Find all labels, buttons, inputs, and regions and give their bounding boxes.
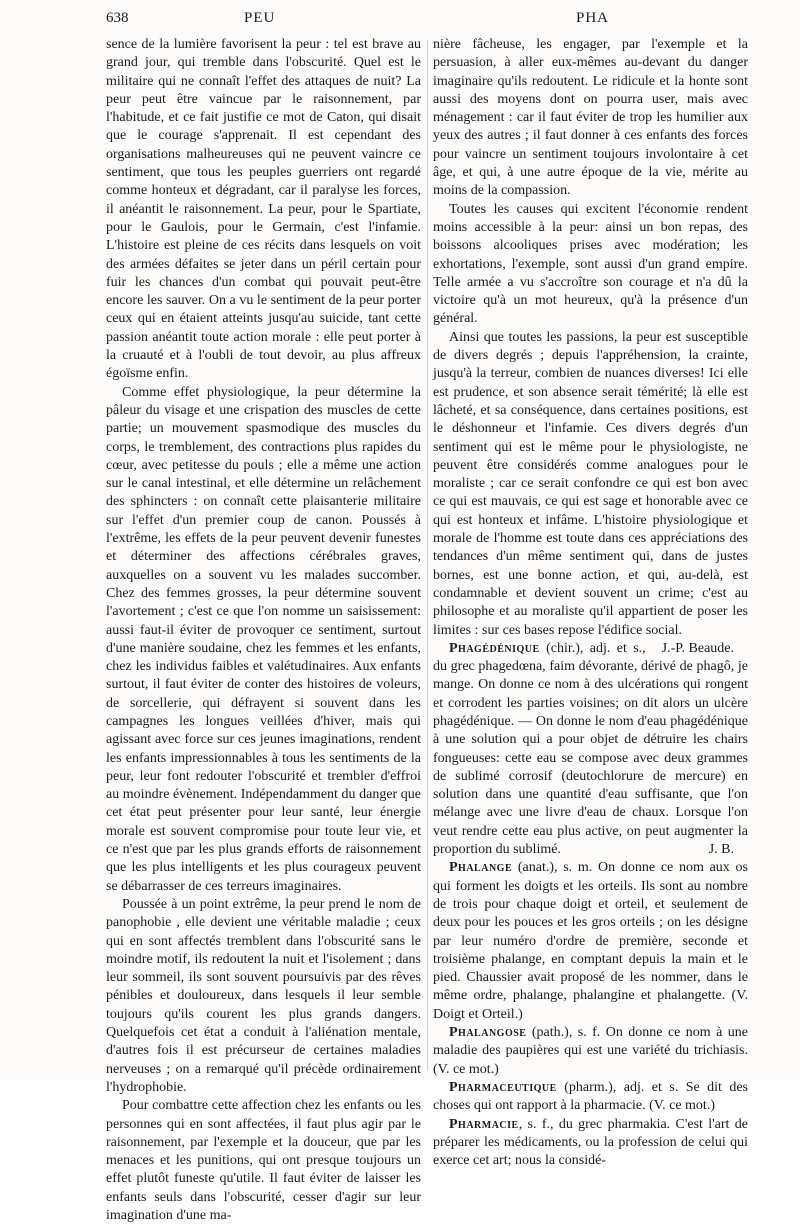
dictionary-entry [433,859,748,1024]
author-signature: J.-P. Beaude. [661,640,734,656]
entry-text: (path.), s. f. On donne ce nom à une maladie des paupières qui est une variété du trichiasis. (V. ce mot.) [433,1025,748,1077]
left-guide-word: PEU [244,10,276,26]
paragraph: nière fâcheuse, les engager, par l'exemple et la persuasion, à aller eux-mêmes au-devant du danger imaginaire qu'ils redoutent. Le ridicule et la honte sont aussi des moyens dont on pourra user, mais avec ménagement : car il faut éviter de trop les humilier aux yeux des autres ; il faut donner à ces enfants des forces pour vaincre un sentiment toujours involontaire à cet âge, et qui, à une autre époque de la vie, mérite au moins de la compassion. [433,37,748,199]
paragraph-text: Ainsi que toutes les passions, la peur est susceptible de divers degrés ; depuis l'appréhension, la crainte, jusqu'à la terreur, combien de nuances diverses! Ici elle est prudence, et son absence serait témérité; là elle est lâcheté, et sa conséquence, dans certaines positions, est le déshonneur et l'infamie. Ces divers degrés d'un sentiment qui est le même pour le physiologiste, ne peuvent être considérés comme analogues pour le moraliste ; car ce serait confondre ce qui est bon avec ce qui est mauvais, ce qui est sage et honorable avec ce qui est honteux et infâme. L'histoire physiologique et morale de l'homme est toute dans ces appréciations des tendances d'un même sentiment qui, dans de justes bornes, est une bonne action, et qui, au-delà, est condamnable et devient souvent un crime; c'est au philosophe et au moraliste qu'il appartient de poser les limites : sur ces bases repose l'édifice social. [433,329,748,638]
running-header [106,10,756,32]
paragraph: Pour combattre cette affection chez les enfants ou les personnes qui en sont affectées, il faut plus agir par le raisonnement, par l'exemple et la douceur, que par les menaces et les punitions, qui ont presque toujours un effet plutôt funeste qu'utile. Il faut éviter de laisser les enfants seuls dans l'obscurité, cesser d'agir sur leur imagination d'une ma- [106,1098,421,1223]
entry-signature: J. B. [708,842,734,858]
page-number: 638 [106,10,129,26]
left-column [106,36,421,1225]
entry-headword: Phalange [449,860,513,876]
entry-headword: Pharmacie [449,1116,519,1132]
dictionary-entry [433,1024,748,1079]
entry-headword: Phalangose [449,1025,527,1041]
entry-headword: Phagédénique [449,640,540,656]
dictionary-entry [433,640,748,860]
paragraph: Comme effet physiologique, la peur détermine la pâleur du visage et une crispation des muscles de cette partie; un mouvement spasmodique des muscles du corps, le tremblement, des contractions plus rapides du cœur, avec petitesse du pouls ; elle a même une action sur le canal intestinal, et elle détermine un relâchement des sphincters : on connaît cette plaisanterie militaire sur l'effet d'un premier coup de canon. Poussés à l'extrême, les effets de la peur peuvent devenir funestes et déterminer des affections cérébrales graves, auxquelles on a souvent vu les malades succomber. Chez des femmes grosses, la peur détermine souvent l'avortement ; c'est ce que l'on nomme un saisissement: aussi faut-il éviter de provoquer ce sentiment, surtout d'une manière soudaine, chez les femmes et les enfants, chez les individus faibles et valétudinaires. Aux enfants surtout, il faut éviter de conter des histoires de voleurs, de sorcellerie, qui défrayent si souvent dans les campagnes les longues veillées d'hiver, mais qui agissant avec force sur ces jeunes imaginations, rendent les enfants impressionnables à tous les sentiments de la peur, leur font redouter l'obscurité et trembler d'effroi au moindre évènement. Indépendamment du danger que cet état peut présenter pour leur santé, leur énergie morale est souvent compromise pour toute leur vie, et ce n'est que par les plus grands efforts de raisonnement que les plus intelligents et les plus courageux peuvent se débarrasser de ces terreurs imaginaires. [106,384,421,894]
paragraph: Poussée à un point extrême, la peur prend le nom de panophobie , elle devient une véritable maladie ; ceux qui en sont affectés tremblent dans l'obscurité sans le moindre motif, ils redoutent la nuit et l'isolement ; dans leur sommeil, ils sont souvent poursuivis par des rêves pénibles et douloureux, dans lesquels il leur semble toujours qu'ils courent les plus grands dangers. Quelquefois cet état a conduit à l'aliénation mentale, d'autres fois il est précurseur de certaines maladies nerveuses ; on a remarqué qu'il précède ordinairement l'hydrophobie. [106,896,421,1095]
entry-text: , s. f., du grec pharmakia. C'est l'art de préparer les médicaments, ou la profession de celui qui exerce cet art; nous la considé- [433,1116,748,1169]
right-guide-word: PHA [576,10,610,26]
paragraph: sence de la lumière favorisent la peur : tel est brave au grand jour, qui tremble dans l'obscurité. Quel est le militaire qui ne connaît l'effet des attaques de nuit? La peur peut être vaincue par le raisonnement, par l'habitude, et ce fait justifie ce mot de Caton, qui disait que le courage s'apprenait. Il est cependant des organisations malheureuses qui ne peuvent vaincre ce sentiment, que tous les peuples guerriers ont regardé comme honteux et dégradant, car il paralyse les forces, il anéantit le raisonnement. La peur, pour le Spartiate, pour le Gaulois, pour le Germain, c'est l'infamie. L'histoire est pleine de ces récits dans lesquels on voit des armées défaites se jeter dans un péril certain pour fuir les chances d'un combat qui pouvait peut-être encore les sauver. On a vu le sentiment de la peur porter ceux qui en étaient atteints jusqu'au suicide, tant cette passion anéantit toute action morale : elle peut porter à la cruauté et à l'oubli de tout devoir, au plus affreux égoïsme enfin. [106,37,421,382]
paragraph: Toutes les causes qui excitent l'économie rendent moins accessible à la peur: ainsi un bon repas, des boissons alcooliques prises avec modération; les exhortations, l'exemple, sont aussi d'un grand empire. Telle armée a vu s'accroître son courage et n'a dû la victoire qu'à un mot heureux, qu'à la présence d'un général. [433,201,748,327]
entry-text: (pharm.), adj. et s. Se dit des choses qui ont rapport à la pharmacie. (V. ce mot.) [433,1079,749,1114]
dictionary-entry [433,1079,748,1116]
column-divider [427,40,428,1070]
entry-headword: Pharmaceutique [449,1079,557,1095]
entry-text: (chir.), adj. et s., du grec phagedœna, faim dévorante, dérivé de phagô, je mange. On donne ce nom à des ulcérations qui rongent et corrodent les parties voisines; on dit alors un ulcère phagédénique. — On donne le nom d'eau phagédénique à une solution qui a pour objet de détruire les chairs fongueuses: cette eau se compose avec deux grammes de sublimé corrosif (deutochlorure de mercure) en solution dans une quantité d'eau suffisante, que l'on mélange avec une livre d'eau de chaux. Lorsque l'on veut rendre cette eau plus active, on peut augmenter la proportion du sublimé. [433,640,748,858]
entry-text: (anat.), s. m. On donne ce nom aux os qui forment les doigts et les orteils. Ils sont au nombre de trois pour chaque doigt et orteil, et seulement de deux pour les pouces et les gros orteils ; on les désigne par leur numéro d'ordre de première, seconde et troisième phalange, en comptant depuis la main et le pied. Chaussier avait proposé de les nommer, dans le même ordre, phalange, phalangine et phalangette. (V. Doigt et Orteil.) [433,860,748,1022]
right-column [433,36,748,1170]
dictionary-entry [433,1116,748,1171]
